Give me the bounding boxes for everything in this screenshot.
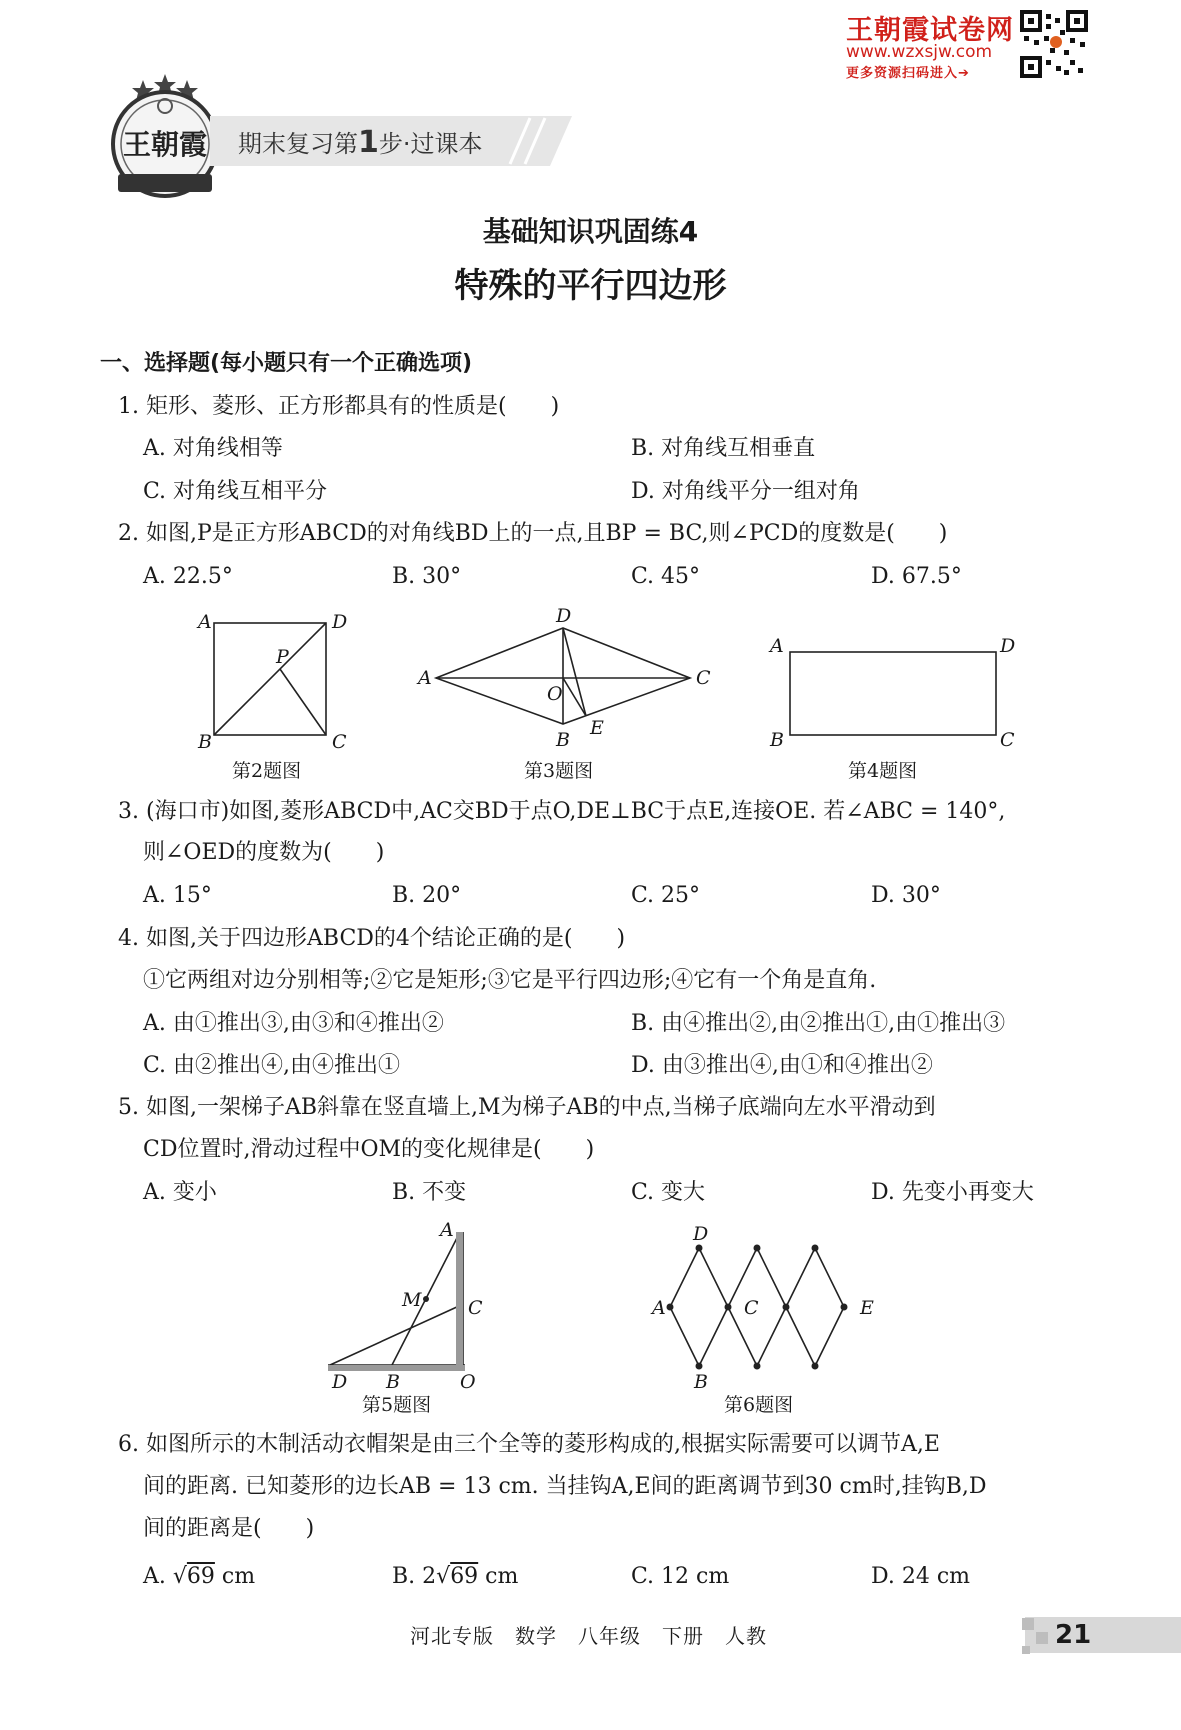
figure-2-caption: 第2题图 [232, 760, 302, 782]
svg-text:B: B [556, 729, 570, 751]
q2-option-b[interactable]: B. 30° [392, 564, 462, 589]
q1-option-d[interactable]: D. 对角线平分一组对角 [631, 479, 860, 504]
q2-option-d[interactable]: D. 67.5° [871, 564, 962, 589]
svg-text:C: C [696, 667, 711, 689]
decor-square [1036, 1632, 1048, 1644]
page-title: 特殊的平行四边形 [454, 266, 727, 306]
q5-stem-line2: CD位置时,滑动过程中OM的变化规律是( ) [143, 1137, 595, 1162]
q5-stem-line1: 5. 如图,一架梯子AB斜靠在竖直墙上,M为梯子AB的中点,当梯子底端向左水平滑动到 [118, 1095, 936, 1120]
svg-text:C: C [332, 731, 347, 753]
q5-option-d[interactable]: D. 先变小再变大 [871, 1180, 1034, 1205]
q4-option-b[interactable]: B. 由④推出②,由②推出①,由①推出③ [631, 1011, 1006, 1036]
svg-text:B: B [386, 1371, 400, 1392]
q5-option-a[interactable]: A. 变小 [143, 1180, 217, 1205]
brand-title: 王朝霞试卷网 [846, 15, 1014, 46]
q3-stem-line2: 则∠OED的度数为( ) [143, 840, 385, 865]
qr-code-icon[interactable] [1020, 10, 1088, 78]
q2-stem: 2. 如图,P是正方形ABCD的对角线BD上的一点,且BP = BC,则∠PCD的度数是( ) [118, 521, 948, 546]
sqrt-symbol: √ [172, 1564, 187, 1589]
svg-text:D: D [332, 611, 348, 633]
subtitle: 基础知识巩固练4 [482, 215, 699, 248]
svg-text:O: O [460, 1371, 476, 1392]
page-number-bar [1025, 1617, 1181, 1653]
svg-text:M: M [402, 1289, 422, 1311]
q6-stem-line1: 6. 如图所示的木制活动衣帽架是由三个全等的菱形构成的,根据实际需要可以调节A,E [118, 1432, 940, 1457]
q5-option-b[interactable]: B. 不变 [392, 1180, 467, 1205]
q6-option-b[interactable]: B. 2√69 cm [392, 1564, 519, 1589]
q2-option-a[interactable]: A. 22.5° [143, 564, 233, 589]
figure-3 [412, 606, 722, 756]
svg-text:A: A [440, 1222, 454, 1241]
q4-option-c[interactable]: C. 由②推出④,由④推出① [143, 1053, 401, 1078]
svg-text:P: P [276, 646, 289, 668]
q3-option-d[interactable]: D. 30° [871, 883, 941, 908]
svg-text:D: D [1000, 635, 1016, 657]
svg-text:B: B [770, 729, 784, 750]
svg-text:A: A [770, 635, 784, 657]
q6-stem-line2: 间的距离. 已知菱形的边长AB = 13 cm. 当挂钩A,E间的距离调节到30 cm时,挂钩B,D [143, 1474, 987, 1499]
figure-2 [190, 606, 360, 756]
svg-text:E: E [590, 717, 604, 739]
q1-option-b[interactable]: B. 对角线互相垂直 [631, 436, 816, 461]
svg-text:E: E [860, 1297, 874, 1319]
logo-text: 王朝霞 [122, 128, 208, 161]
page-number: 21 [1055, 1620, 1092, 1650]
q6-option-c[interactable]: C. 12 cm [631, 1564, 730, 1589]
q6-stem-line3: 间的距离是( ) [143, 1516, 315, 1541]
figure-3-caption: 第3题图 [524, 760, 594, 782]
figure-5 [320, 1222, 500, 1392]
decor-square [1022, 1618, 1034, 1630]
q4-stem: 4. 如图,关于四边形ABCD的4个结论正确的是( ) [118, 926, 626, 951]
svg-text:C: C [744, 1297, 759, 1319]
q2-option-c[interactable]: C. 45° [631, 564, 701, 589]
q4-conditions: ①它两组对边分别相等;②它是矩形;③它是平行四边形;④它有一个角是直角. [143, 968, 877, 993]
svg-text:D: D [556, 606, 572, 627]
q6-option-d[interactable]: D. 24 cm [871, 1564, 971, 1589]
figure-6-caption: 第6题图 [724, 1394, 794, 1416]
q4-option-a[interactable]: A. 由①推出③,由③和④推出② [143, 1011, 444, 1036]
q1-stem: 1. 矩形、菱形、正方形都具有的性质是( ) [118, 394, 560, 419]
banner-text: 期末复习第1步·过课本 [238, 125, 483, 160]
svg-text:D: D [332, 1371, 348, 1392]
figure-6 [640, 1222, 890, 1392]
svg-text:C: C [468, 1297, 483, 1319]
q5-option-c[interactable]: C. 变大 [631, 1180, 706, 1205]
section-heading: 一、选择题(每小题只有一个正确选项) [100, 351, 473, 376]
figure-5-caption: 第5题图 [362, 1394, 432, 1416]
svg-text:A: A [198, 611, 212, 633]
svg-text:B: B [694, 1371, 708, 1392]
q3-option-b[interactable]: B. 20° [392, 883, 462, 908]
brand-url[interactable]: www.wzxsjw.com [846, 42, 993, 62]
q6-option-a[interactable]: A. √69 cm [143, 1564, 256, 1589]
q3-stem-line1: 3. (海口市)如图,菱形ABCD中,AC交BD于点O,DE⊥BC于点E,连接OE. 若∠ABC = 140°, [118, 799, 1006, 824]
svg-text:B: B [198, 731, 212, 753]
figure-4 [764, 630, 1034, 750]
svg-text:A: A [652, 1297, 666, 1319]
q4-option-d[interactable]: D. 由③推出④,由①和④推出② [631, 1053, 933, 1078]
q1-option-a[interactable]: A. 对角线相等 [143, 436, 283, 461]
brand-more-text: 更多资源扫码进入➔ [846, 66, 970, 81]
q3-option-a[interactable]: A. 15° [143, 883, 212, 908]
q1-option-c[interactable]: C. 对角线互相平分 [143, 479, 328, 504]
q3-option-c[interactable]: C. 25° [631, 883, 701, 908]
decor-square [1022, 1646, 1030, 1654]
footer-edition: 河北专版 数学 八年级 下册 人教 [410, 1624, 767, 1648]
svg-text:D: D [693, 1223, 709, 1245]
svg-text:A: A [418, 667, 432, 689]
svg-text:C: C [1000, 729, 1015, 750]
figure-4-caption: 第4题图 [848, 760, 918, 782]
svg-text:O: O [547, 683, 563, 705]
sqrt-symbol: √ [436, 1564, 451, 1589]
